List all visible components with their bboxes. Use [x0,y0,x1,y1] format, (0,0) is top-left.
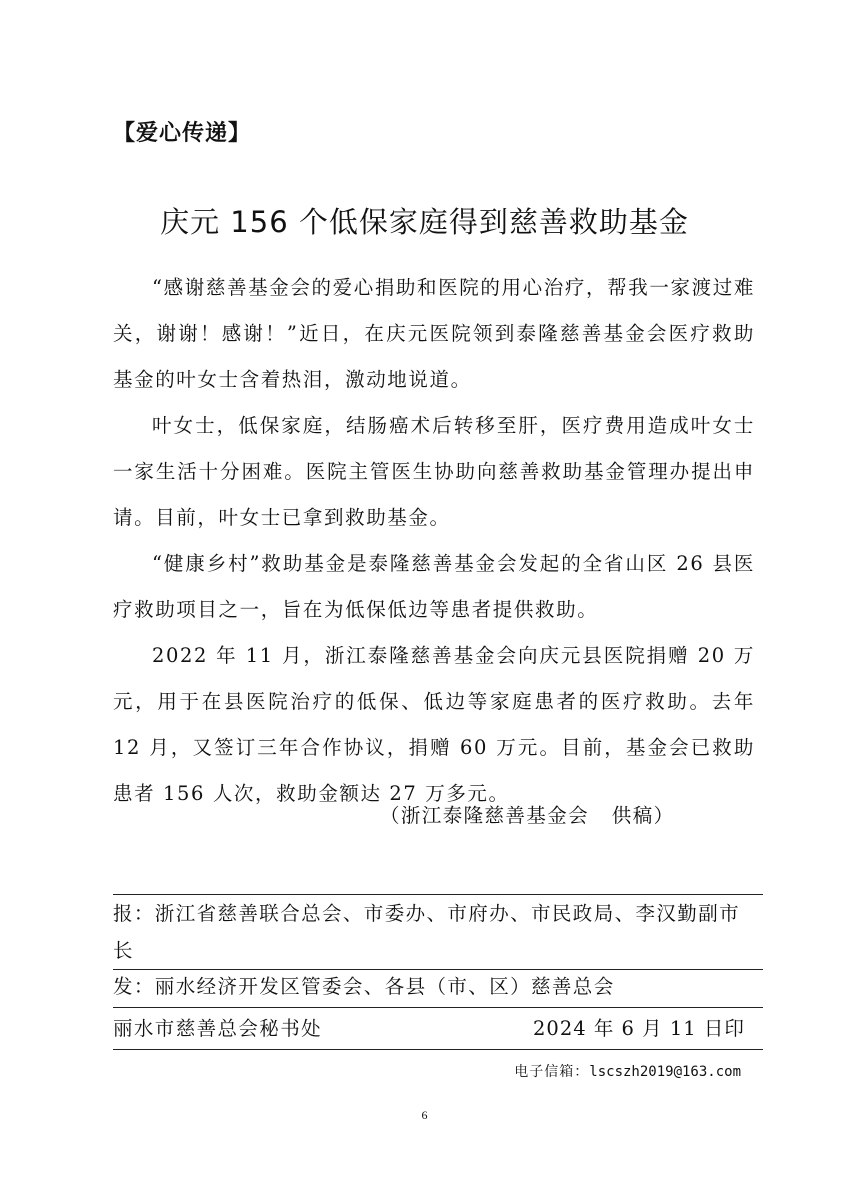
article-paragraph: “感谢慈善基金会的爱心捐助和医院的用心治疗，帮我一家渡过难关，谢谢！感谢！”近日，在庆元医院领到泰隆慈善基金会医疗救助基金的叶女士含着热泪，激动地说道。 [113,276,755,391]
contact-email [0,1061,741,1081]
issuer: 丽水市慈善总会秘书处 [113,1017,323,1040]
article-paragraph: “健康乡村”救助基金是泰隆慈善基金会发起的全省山区 26 县医疗救助项目之一，旨在为低保低边等患者提供救助。 [113,552,755,621]
report-to-line: 报：浙江省慈善联合总会、市委办、市府办、市民政局、李汉勤副市长 [113,902,741,962]
article-paragraph: 叶女士，低保家庭，结肠癌术后转移至肝，医疗费用造成叶女士一家生活十分困难。医院主管医生协助向慈善救助基金管理办提出申请。目前，叶女士已拿到救助基金。 [113,414,755,529]
article-credit: （浙江泰隆慈善基金会 供稿） [380,804,675,827]
section-tag: 【爱心传递】 [113,121,252,146]
send-to-line: 发：丽水经济开发区管委会、各县（市、区）慈善总会 [113,975,615,998]
article-body [113,265,755,817]
article-paragraph: 2022 年 11 月，浙江泰隆慈善基金会向庆元县医院捐赠 20 万元，用于在县医院治疗的低保、低边等家庭患者的医疗救助。去年 12 月，又签订三年合作协议，捐赠 60 万元。目前，基金会已救助患者 156 人次，救助金额达 27 万多元。 [113,644,755,805]
issue-date: 2024 年 6 月 11 日印 [533,1017,745,1040]
page-number: 6 [421,1108,428,1122]
email-label: 电子信箱： [514,1064,590,1080]
divider-line [113,1007,763,1008]
email-address: lscszh2019@163.com [589,1064,741,1080]
article-title: 庆元 156 个低保家庭得到慈善救助基金 [160,205,689,239]
divider-line [113,1049,763,1050]
